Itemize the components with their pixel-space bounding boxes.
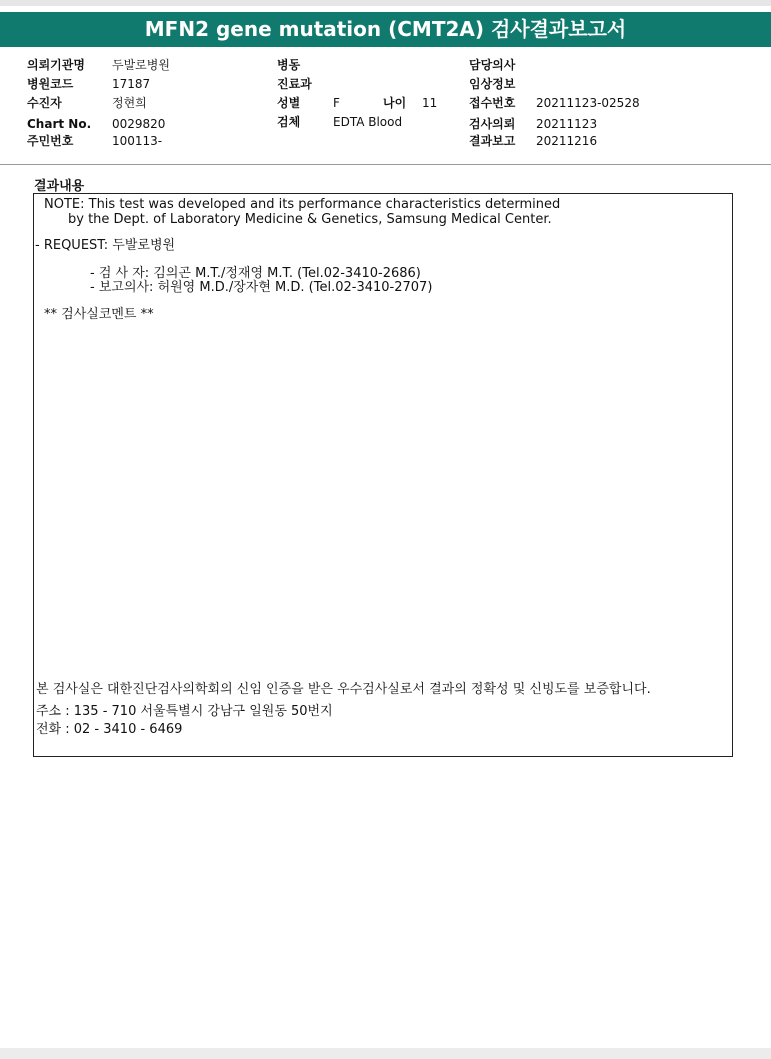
certification-statement: 본 검사실은 대한진단검사의학회의 신임 인증을 받은 우수검사실로서 결과의 정확성 및 신빙도를 보증합니다. xyxy=(36,682,651,697)
chart-no-label: Chart No. xyxy=(27,117,92,131)
results-section-title: 결과내용 xyxy=(34,179,85,194)
header-divider xyxy=(0,164,771,165)
doctor-label: 담당의사 xyxy=(469,58,516,72)
request-line: - REQUEST: 두발로병원 xyxy=(35,238,176,253)
institution-label: 의뢰기관명 xyxy=(27,58,85,72)
note-line-1: NOTE: This test was developed and its performance characteristics determined xyxy=(44,197,561,212)
lab-comment-heading: ** 검사실코멘트 ** xyxy=(44,307,154,322)
specimen-label: 검체 xyxy=(277,115,301,129)
top-border xyxy=(0,0,771,6)
note-line-2: by the Dept. of Laboratory Medicine & Genetics, Samsung Medical Center. xyxy=(68,212,552,227)
patient-value: 정현희 xyxy=(112,96,147,110)
clinical-info-label: 임상정보 xyxy=(469,77,516,91)
resident-no-value: 100113- xyxy=(112,134,163,148)
receipt-no-value: 20211123-02528 xyxy=(536,96,640,110)
institution-value: 두발로병원 xyxy=(112,58,170,72)
request-date-value: 20211123 xyxy=(536,117,598,131)
resident-no-label: 주민번호 xyxy=(27,134,74,148)
patient-label: 수진자 xyxy=(27,96,62,110)
results-box xyxy=(33,193,733,757)
specimen-value: EDTA Blood xyxy=(333,115,403,129)
hospital-code-label: 병원코드 xyxy=(27,77,74,91)
report-title: MFN2 gene mutation (CMT2A) 검사결과보고서 xyxy=(0,12,771,47)
department-label: 진료과 xyxy=(277,77,312,91)
request-date-label: 검사의뢰 xyxy=(469,117,516,131)
hospital-code-value: 17187 xyxy=(112,77,151,91)
tester-line: - 검 사 자: 김의곤 M.T./정재영 M.T. (Tel.02-3410-2686) xyxy=(90,266,421,281)
chart-no-value: 0029820 xyxy=(112,117,166,131)
age-label: 나이 xyxy=(383,96,407,110)
bottom-border xyxy=(0,1048,771,1059)
lab-phone: 전화 : 02 - 3410 - 6469 xyxy=(36,722,183,737)
sex-label: 성별 xyxy=(277,96,301,110)
sex-value: F xyxy=(333,96,340,110)
reporter-line: - 보고의사: 허원영 M.D./장자현 M.D. (Tel.02-3410-2707) xyxy=(90,280,433,295)
report-date-label: 결과보고 xyxy=(469,134,516,148)
lab-address: 주소 : 135 - 710 서울특별시 강남구 일원동 50번지 xyxy=(36,704,333,719)
report-date-value: 20211216 xyxy=(536,134,598,148)
ward-label: 병동 xyxy=(277,58,301,72)
age-value: 11 xyxy=(422,96,438,110)
receipt-no-label: 접수번호 xyxy=(469,96,516,110)
